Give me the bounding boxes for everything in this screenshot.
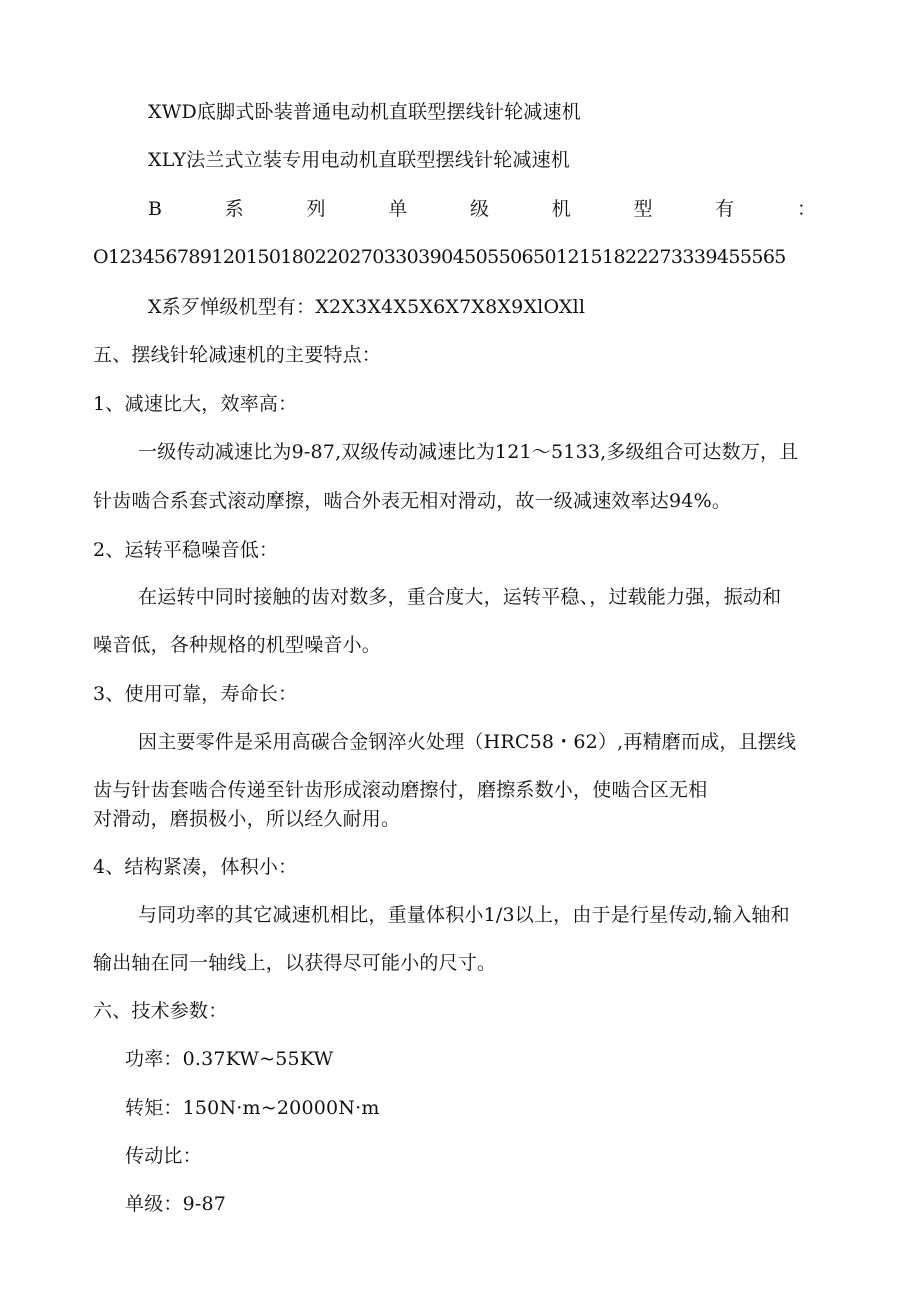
item-1-text: 针齿啮合系套式滚动摩擦，啮合外表无相对滑动，故一级减速效率达94%。 [93,490,732,512]
item-2-text: 在运转中同时接触的齿对数多，重合度大，运转平稳、，过载能力强，振动和 [138,586,782,608]
b-series-models: O12345678912015018022027033039045055065012151822273339455565 [93,246,786,268]
x-series-line: X系歹惮级机型有：X2X3X4X5X6X7X8X9XlOXll [148,296,586,318]
single-stage-spec: 单级：9-87 [125,1193,227,1215]
item-4-text: 输出轴在同一轴线上，以获得尽可能小的尺寸。 [93,952,497,974]
b-series-char: 级 [469,198,489,220]
xwd-line: XWD底脚式卧装普通电动机直联型摆线针轮减速机 [148,101,581,123]
item-3-text: 对滑动，磨损极小，所以经久耐用。 [93,808,401,830]
b-series-char: 有 [715,198,735,220]
item-4-title: 4、结构紧凑，体积小： [93,856,298,878]
section-5-heading: 五、摆线针轮减速机的主要特点： [93,344,382,366]
item-3-title: 3、使用可靠，寿命长： [93,683,298,705]
torque-spec: 转矩：150N·m~20000N·m [125,1097,380,1119]
item-1-title: 1、减速比大，效率高： [93,393,298,415]
b-series-heading [148,197,816,221]
ratio-spec: 传动比： [125,1145,202,1167]
item-2-text: 噪音低，各种规格的机型噪音小。 [93,634,382,656]
xly-line: XLY法兰式立装专用电动机直联型摆线针轮减速机 [148,149,571,171]
item-4-text: 与同功率的其它减速机相比，重量体积小1/3以上，由于是行星传动,输入轴和 [138,904,790,926]
b-series-char: 型 [633,198,653,220]
item-3-text: 齿与针齿套啮合传递至针齿形成滚动磨擦付，磨擦系数小，使啮合区无相 [93,779,708,801]
b-series-char: 列 [306,198,326,220]
power-spec: 功率：0.37KW~55KW [125,1048,334,1070]
item-2-title: 2、运转平稳噪音低： [93,539,279,561]
b-series-char: ： [796,198,816,220]
section-6-heading: 六、技术参数： [93,1000,228,1022]
b-series-char: 系 [224,198,244,220]
b-series-char: 单 [388,198,408,220]
item-3-text: 因主要零件是采用高碳合金钢淬火处理（HRC58・62）,再精磨而成，且摆线 [138,731,797,753]
b-series-char: B [148,198,162,220]
item-1-text: 一级传动减速比为9-87,双级传动减速比为121～5133,多级组合可达数万，且 [138,441,799,463]
b-series-char: 机 [551,198,571,220]
